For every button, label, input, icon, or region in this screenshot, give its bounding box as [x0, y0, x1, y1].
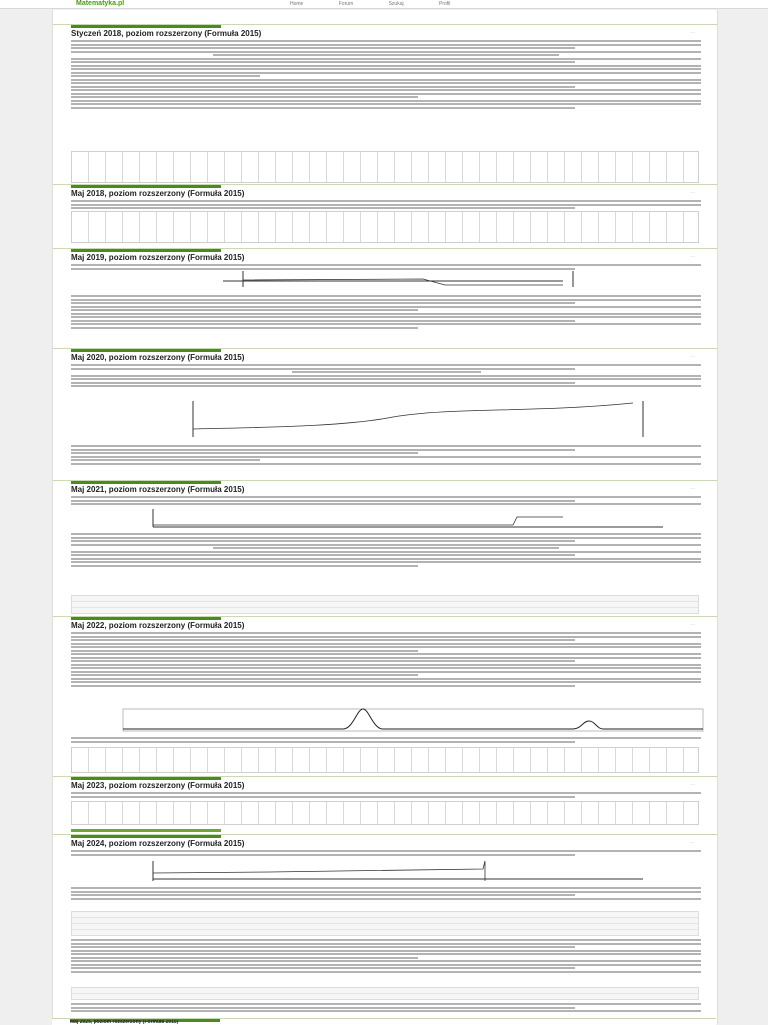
section-text-2: [71, 295, 701, 330]
section-menu-icon[interactable]: ···: [690, 30, 695, 36]
section-text: [71, 632, 701, 688]
link-bar[interactable]: [71, 829, 221, 832]
section-7: [53, 776, 717, 835]
section-title[interactable]: Maj 2020, poziom rozszerzony (Formuła 2015): [71, 353, 245, 362]
answer-grid: [71, 211, 699, 243]
data-table-2: [71, 987, 699, 1000]
main-nav: [290, 0, 484, 8]
section-text-2: [71, 737, 701, 744]
nav-item-search[interactable]: Szukaj: [388, 1, 404, 7]
nav-item-forum[interactable]: Forum: [338, 1, 354, 7]
section-menu-icon[interactable]: ···: [690, 486, 695, 492]
function-plot: [113, 707, 713, 733]
section-text: [71, 40, 701, 110]
section-accent-bar: [71, 185, 221, 188]
answer-grid: [71, 801, 699, 825]
site-logo[interactable]: Matematyka.pl: [76, 0, 125, 7]
section-text: [71, 496, 701, 507]
section-title[interactable]: Maj 2025, poziom rozszerzony (Formuła 2015): [70, 1020, 179, 1025]
nav-item-profile[interactable]: Profil: [438, 1, 451, 7]
function-plot: [143, 859, 653, 883]
section-text-2: [71, 887, 701, 901]
section-menu-icon[interactable]: ···: [690, 254, 695, 260]
section-text: [71, 364, 701, 389]
section-2: [53, 184, 717, 249]
section-accent-bar: [71, 617, 221, 620]
function-plot: [183, 269, 583, 289]
answer-grid: [71, 151, 699, 183]
section-text-2: [71, 533, 701, 568]
section-1: [53, 24, 717, 185]
section-6: [53, 616, 717, 777]
section-title[interactable]: Maj 2023, poziom rozszerzony (Formuła 2015): [71, 781, 245, 790]
section-title[interactable]: Styczeń 2018, poziom rozszerzony (Formuła 2015): [71, 29, 262, 38]
section-title[interactable]: Maj 2019, poziom rozszerzony (Formuła 2015): [71, 253, 245, 262]
section-text: [71, 792, 701, 799]
section-title[interactable]: Maj 2024, poziom rozszerzony (Formuła 2015): [71, 839, 245, 848]
section-accent-bar: [71, 777, 221, 780]
section-8: [53, 834, 717, 1025]
section-5: [53, 480, 717, 617]
section-accent-bar: [71, 25, 221, 28]
section-menu-icon[interactable]: ···: [690, 354, 695, 360]
function-plot: [133, 399, 663, 439]
top-bar: [0, 0, 768, 9]
data-table: [71, 595, 699, 614]
section-menu-icon[interactable]: ···: [690, 622, 695, 628]
section-title[interactable]: Maj 2018, poziom rozszerzony (Formuła 2015): [71, 189, 245, 198]
section-text-3: [71, 939, 701, 974]
section-title[interactable]: Maj 2021, poziom rozszerzony (Formuła 2015): [71, 485, 245, 494]
section-title[interactable]: Maj 2022, poziom rozszerzony (Formuła 2015): [71, 621, 245, 630]
section-text: [71, 200, 701, 211]
section-4: [53, 348, 717, 481]
nav-item-home[interactable]: Home: [290, 1, 304, 7]
section-accent-bar: [71, 349, 221, 352]
section-menu-icon[interactable]: ···: [690, 782, 695, 788]
section-menu-icon[interactable]: ···: [690, 190, 695, 196]
section-text-4: [71, 1003, 701, 1014]
section-text: [71, 850, 701, 857]
function-plot: [133, 507, 673, 529]
answer-grid: [71, 747, 699, 773]
section-accent-bar: [71, 249, 221, 252]
data-table: [71, 911, 699, 936]
document-page: [52, 10, 718, 1024]
section-3: [53, 248, 717, 349]
section-text-2: [71, 445, 701, 466]
section-accent-bar: [71, 481, 221, 484]
section-menu-icon[interactable]: ···: [690, 840, 695, 846]
section-accent-bar: [71, 835, 221, 838]
